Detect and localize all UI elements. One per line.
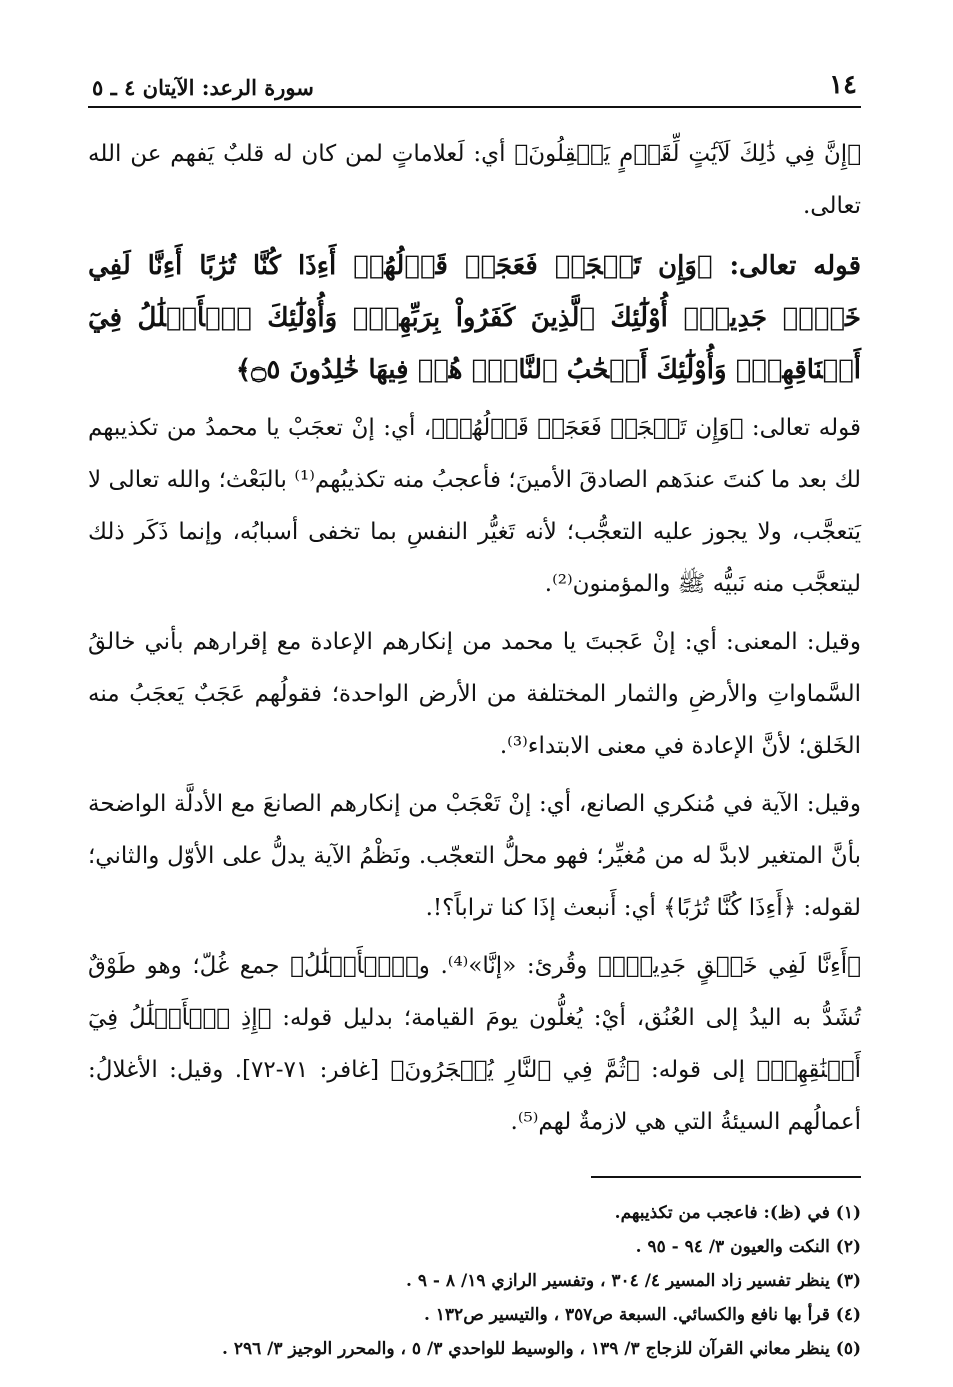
footnote-2: (٢) النكت والعيون ٣/ ٩٤ - ٩٥ . bbox=[635, 1237, 861, 1257]
main-text bbox=[88, 128, 861, 1148]
footnote-4: (٤) قرأ بها نافع والكسائي. السبعة ص٣٥٧ ، والتيسير ص١٣٢ . bbox=[423, 1305, 861, 1325]
footnotes bbox=[88, 1196, 861, 1366]
verse-text: ﴿وَإِن تَعۡجَبۡ فَعَجَبٞ قَوۡلُهُمۡ أَءِذَا كُنَّا تُرَٰبًا أَءِنَّا لَفِي خَلۡقٖ جَدِيدٍۗ أُوْلَٰٓئِكَ ٱلَّذِينَ كَفَرُواْ بِرَبِّهِمۡۖ وَأُوْلَٰٓئِكَ ٱلۡأَغۡلَٰلُ فِيٓ أَعۡنَاقِهِمۡۖ وَأُوْلَٰٓئِكَ أَصۡحَٰبُ ٱلنَّارِۖ هُمۡ فِيهَا خَٰلِدُونَ ۝٥﴾ bbox=[88, 251, 861, 385]
footnote-divider bbox=[591, 1176, 861, 1178]
commentary-paragraph: قوله تعالى: ﴿وَإِن تَعۡجَبۡ فَعَجَبٞ قَوۡلُهُمۡ﴾، أي: إنْ تعجَبْ يا محمدُ من تكذيبهم لك بعد ما كنتَ عندَهم الصادقَ الأمينَ؛ فأعجبُ منه تكذيبُهم⁽¹⁾ بالبَعْث؛ والله تعالى لا يَتعجَّب، ولا يجوز عليه التعجُّب؛ لأنه تَغيُّر النفسِ بما تخفى أسبابُه، وإنما ذَكَر ذلك ليتعجَّب منه نَبيُّه ﷺ والمؤمنون⁽²⁾. bbox=[88, 415, 861, 597]
page-number: ١٤ bbox=[829, 70, 857, 100]
intro-paragraph: ﴿إِنَّ فِي ذَٰلِكَ لَآيَٰتٍ لِّقَوۡمٍ يَعۡقِلُونَ﴾ أي: لَعلاماتٍ لمن كان له قلبٌ يَفهم عن الله تعالى. bbox=[88, 141, 861, 219]
footnote-3: (٣) ينظر تفسير زاد المسير ٤/ ٣٠٤ ، وتفسير الرازي ١٩/ ٨ - ٩ . bbox=[406, 1271, 861, 1291]
running-header bbox=[88, 66, 861, 108]
second-opinion-paragraph: وقيل: المعنى: أي: إنْ عَجبتَ يا محمد من إنكارهم الإعادة مع إقرارهم بأني خالقُ السَّماواتِ والأرضِ والثمار المختلفة من الأرض الواحدة؛ فقولُهم عَجَبٌ يَعجَبُ منه الخَلق؛ لأنَّ الإعادة في معنى الابتداء⁽³⁾. bbox=[88, 629, 861, 759]
footnote-1: (١) في (ظ): فاعجب من تكذيبهم. bbox=[614, 1203, 861, 1223]
footnote-5: (٥) ينظر معاني القرآن للزجاج ٣/ ١٣٩ ، والوسيط للواحدي ٣/ ٥ ، والمحرر الوجيز ٣/ ٢٩٦ . bbox=[222, 1339, 861, 1359]
chapter-title: سورة الرعد: الآيتان ٤ ـ ٥ bbox=[92, 75, 314, 100]
chains-paragraph: ﴿أَءِنَّا لَفِي خَلۡقٍ جَدِيدٍۗ﴾ وقُرئ: «إنَّا»⁽⁴⁾. و﴿ٱلۡأَغۡلَٰلُ﴾ جمع غُلّ؛ وهو طَوْقٌ تُشَدُّ به اليدُ إلى العُنُق، أيْ: يُغلُّون يومَ القيامة؛ بدليل قوله: ﴿إِذِ ٱلۡأَغۡلَٰلُ فِيٓ أَعۡنَٰقِهِمۡ﴾ إلى قوله: ﴿ثُمَّ فِي ٱلنَّارِ يُسۡجَرُونَ﴾ [غافر: ٧١-٧٢]. وقيل: الأغلالُ: أعمالُهم السيئةُ التي هي لازمةٌ لهم⁽⁵⁾. bbox=[88, 953, 861, 1135]
third-opinion-paragraph: وقيل: الآية في مُنكري الصانع، أي: إنْ تَعْجَبْ من إنكارهم الصانعَ مع الأدلَّة الواضحة بأنَّ المتغير لابدَّ له من مُغيِّر؛ فهو محلُّ التعجّب. ونَظْمُ الآية يدلُّ على الأوّل والثاني؛ لقوله: ﴿أَءِذَا كُنَّا تُرَٰبًا﴾ أي: أَنبعث إذَا كنا تراباً؟!. bbox=[88, 791, 861, 921]
quran-verse bbox=[88, 240, 861, 396]
verse-lead: قوله تعالى: bbox=[729, 251, 861, 281]
